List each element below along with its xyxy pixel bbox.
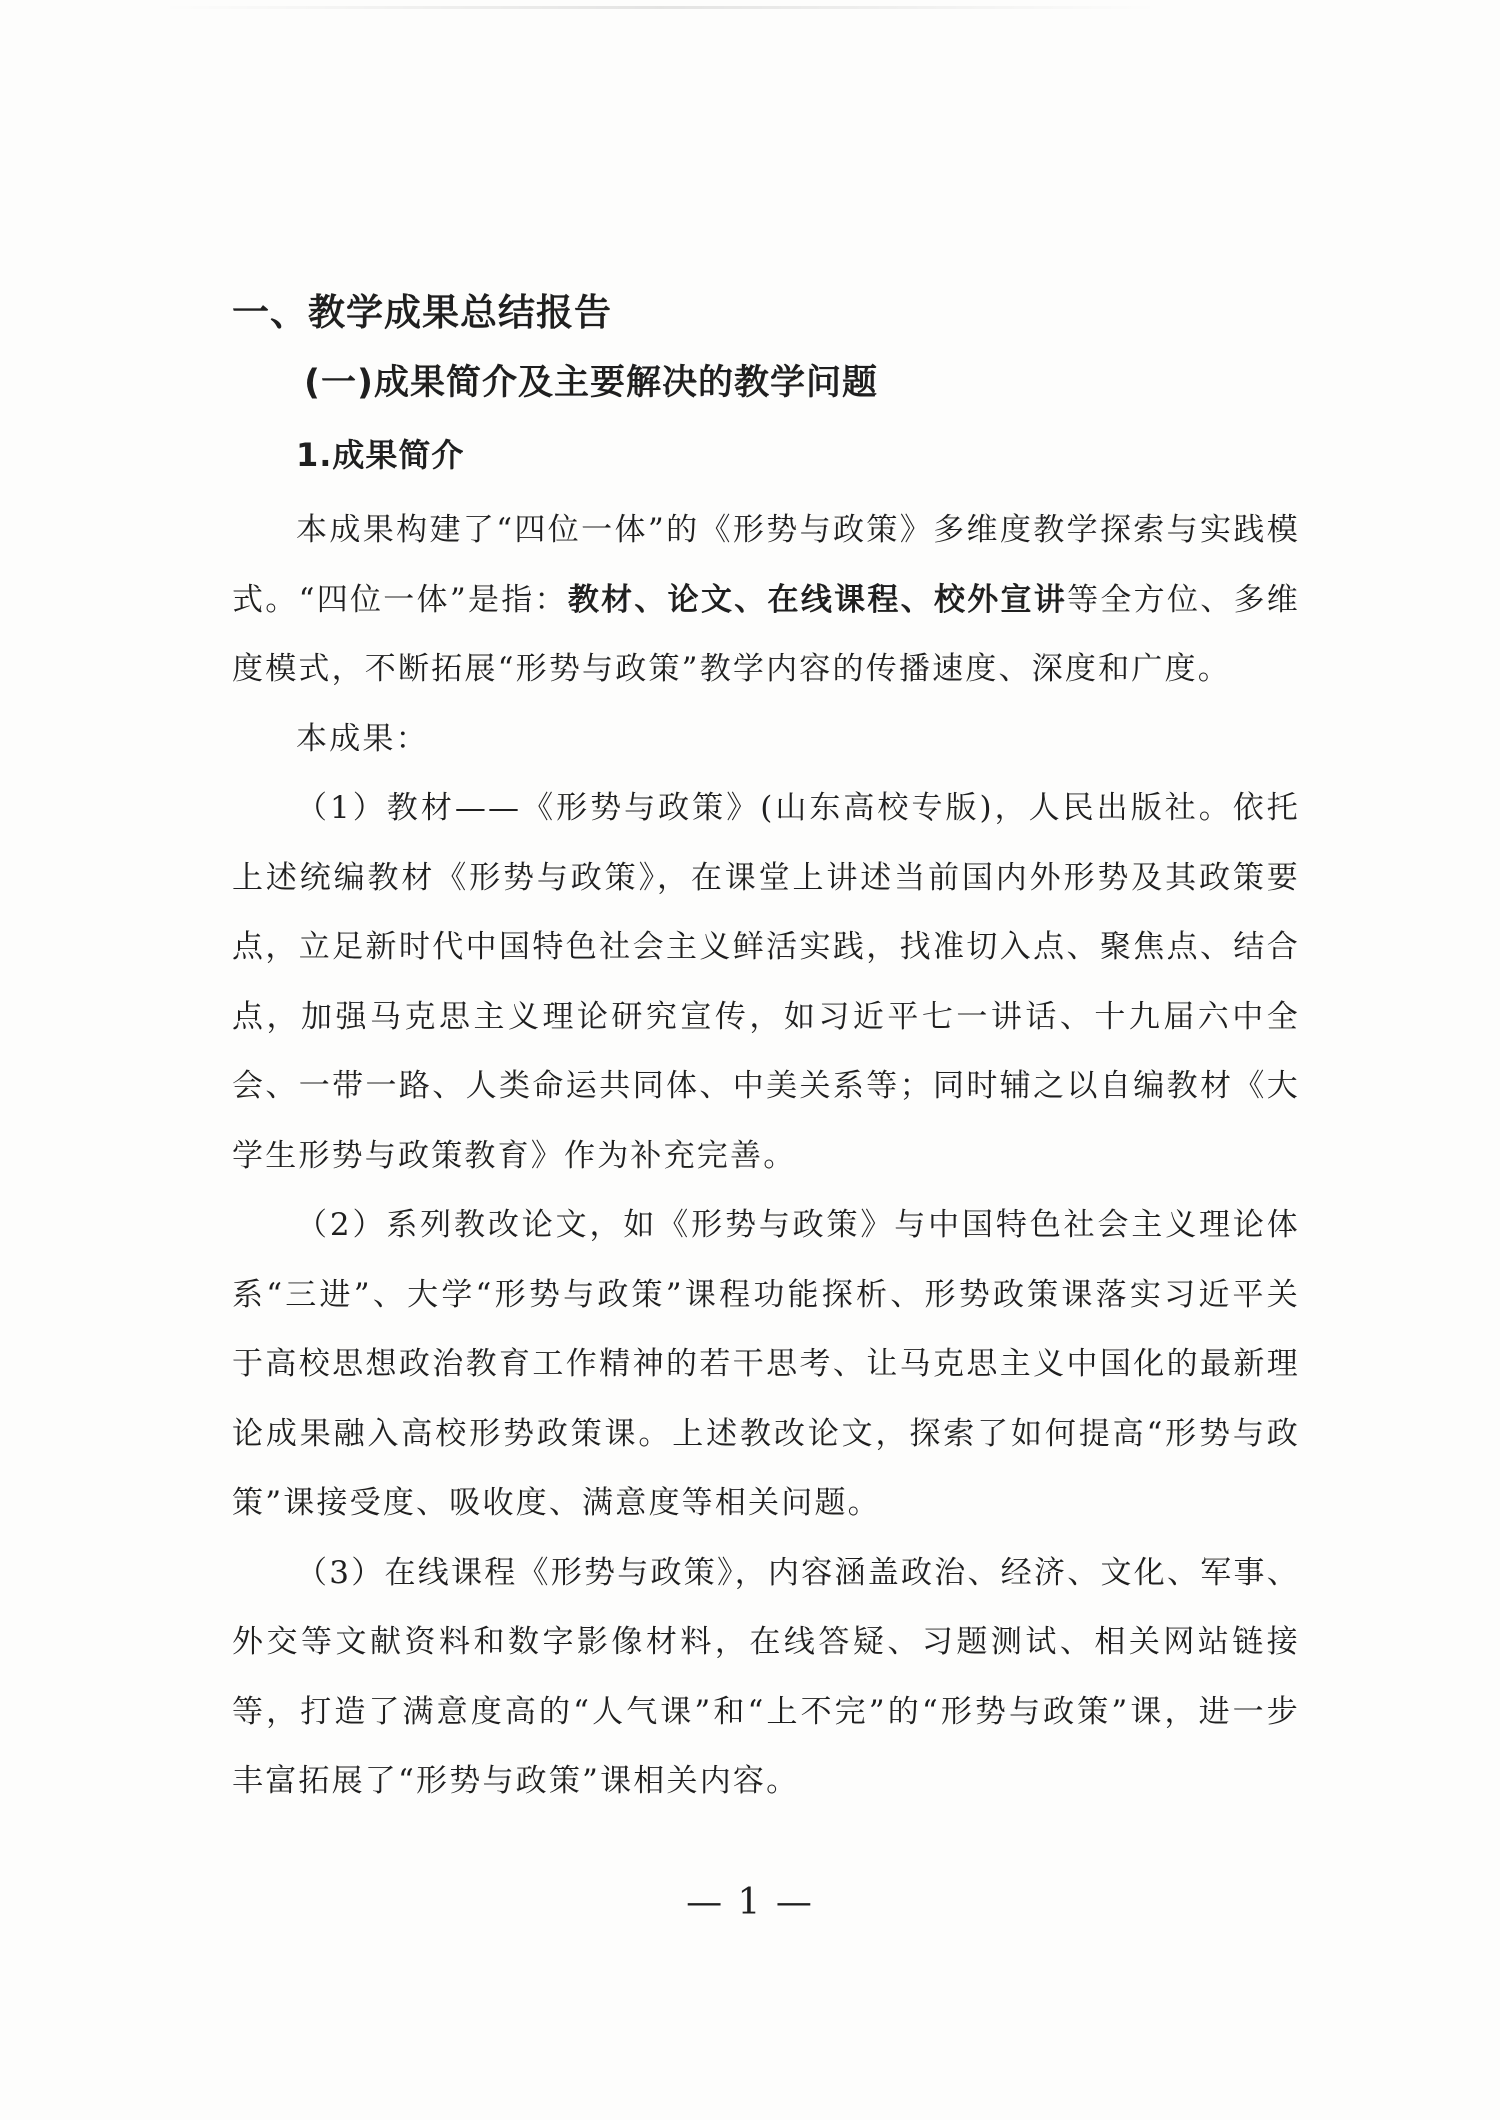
page-number: — 1 —: [686, 1882, 814, 1923]
item-heading: 1.成果简介: [296, 436, 465, 474]
intro-bold-text: 教材、论文、在线课程、校外宣讲: [567, 581, 1068, 618]
lead-paragraph: 本成果：: [296, 720, 429, 757]
subsection-heading: (一)成果简介及主要解决的教学问题: [304, 363, 878, 403]
item-3-paragraph: （3）在线课程《形势与政策》，内容涵盖政治、经济、文化、军事、外交等文献资料和数字影像材料，在线答疑、习题测试、相关网站链接等，打造了满意度高的“人气课”和“上不完”的“形势与政策”课，进一步丰富拓展了“形势与政策”课相关内容。: [232, 1554, 1300, 1799]
section-heading: 一、教学成果总结报告: [232, 291, 612, 334]
scan-shadow: [160, 6, 1160, 9]
intro-paragraph: [232, 496, 1300, 705]
item-2-paragraph: （2）系列教改论文，如《形势与政策》与中国特色社会主义理论体系“三进”、大学“形势与政策”课程功能探析、形势政策课落实习近平关于高校思想政治教育工作精神的若干思考、让马克思主义中国化的最新理论成果融入高校形势政策课。上述教改论文，探索了如何提高“形势与政策”课接受度、吸收度、满意度等相关问题。: [232, 1207, 1300, 1521]
intro-text-after: 等全方位、多维度模式，不断拓展“形势与政策”教学内容的传播速度、深度和广度。: [232, 581, 1300, 687]
item-1-paragraph: （1）教材——《形势与政策》(山东高校专版)，人民出版社。依托上述统编教材《形势与政策》，在课堂上讲述当前国内外形势及其政策要点，立足新时代中国特色社会主义鲜活实践，找准切入点、聚焦点、结合点，加强马克思主义理论研究宣传，如习近平七一讲话、十九届六中全会、一带一路、人类命运共同体、中美关系等；同时辅之以自编教材《大学生形势与政策教育》作为补充完善。: [232, 790, 1300, 1174]
intro-text-before: 本成果构建了“四位一体”的《形势与政策》多维度教学探索与实践模式。“四位一体”是指：: [232, 512, 1300, 618]
document-body: [232, 286, 1300, 1817]
